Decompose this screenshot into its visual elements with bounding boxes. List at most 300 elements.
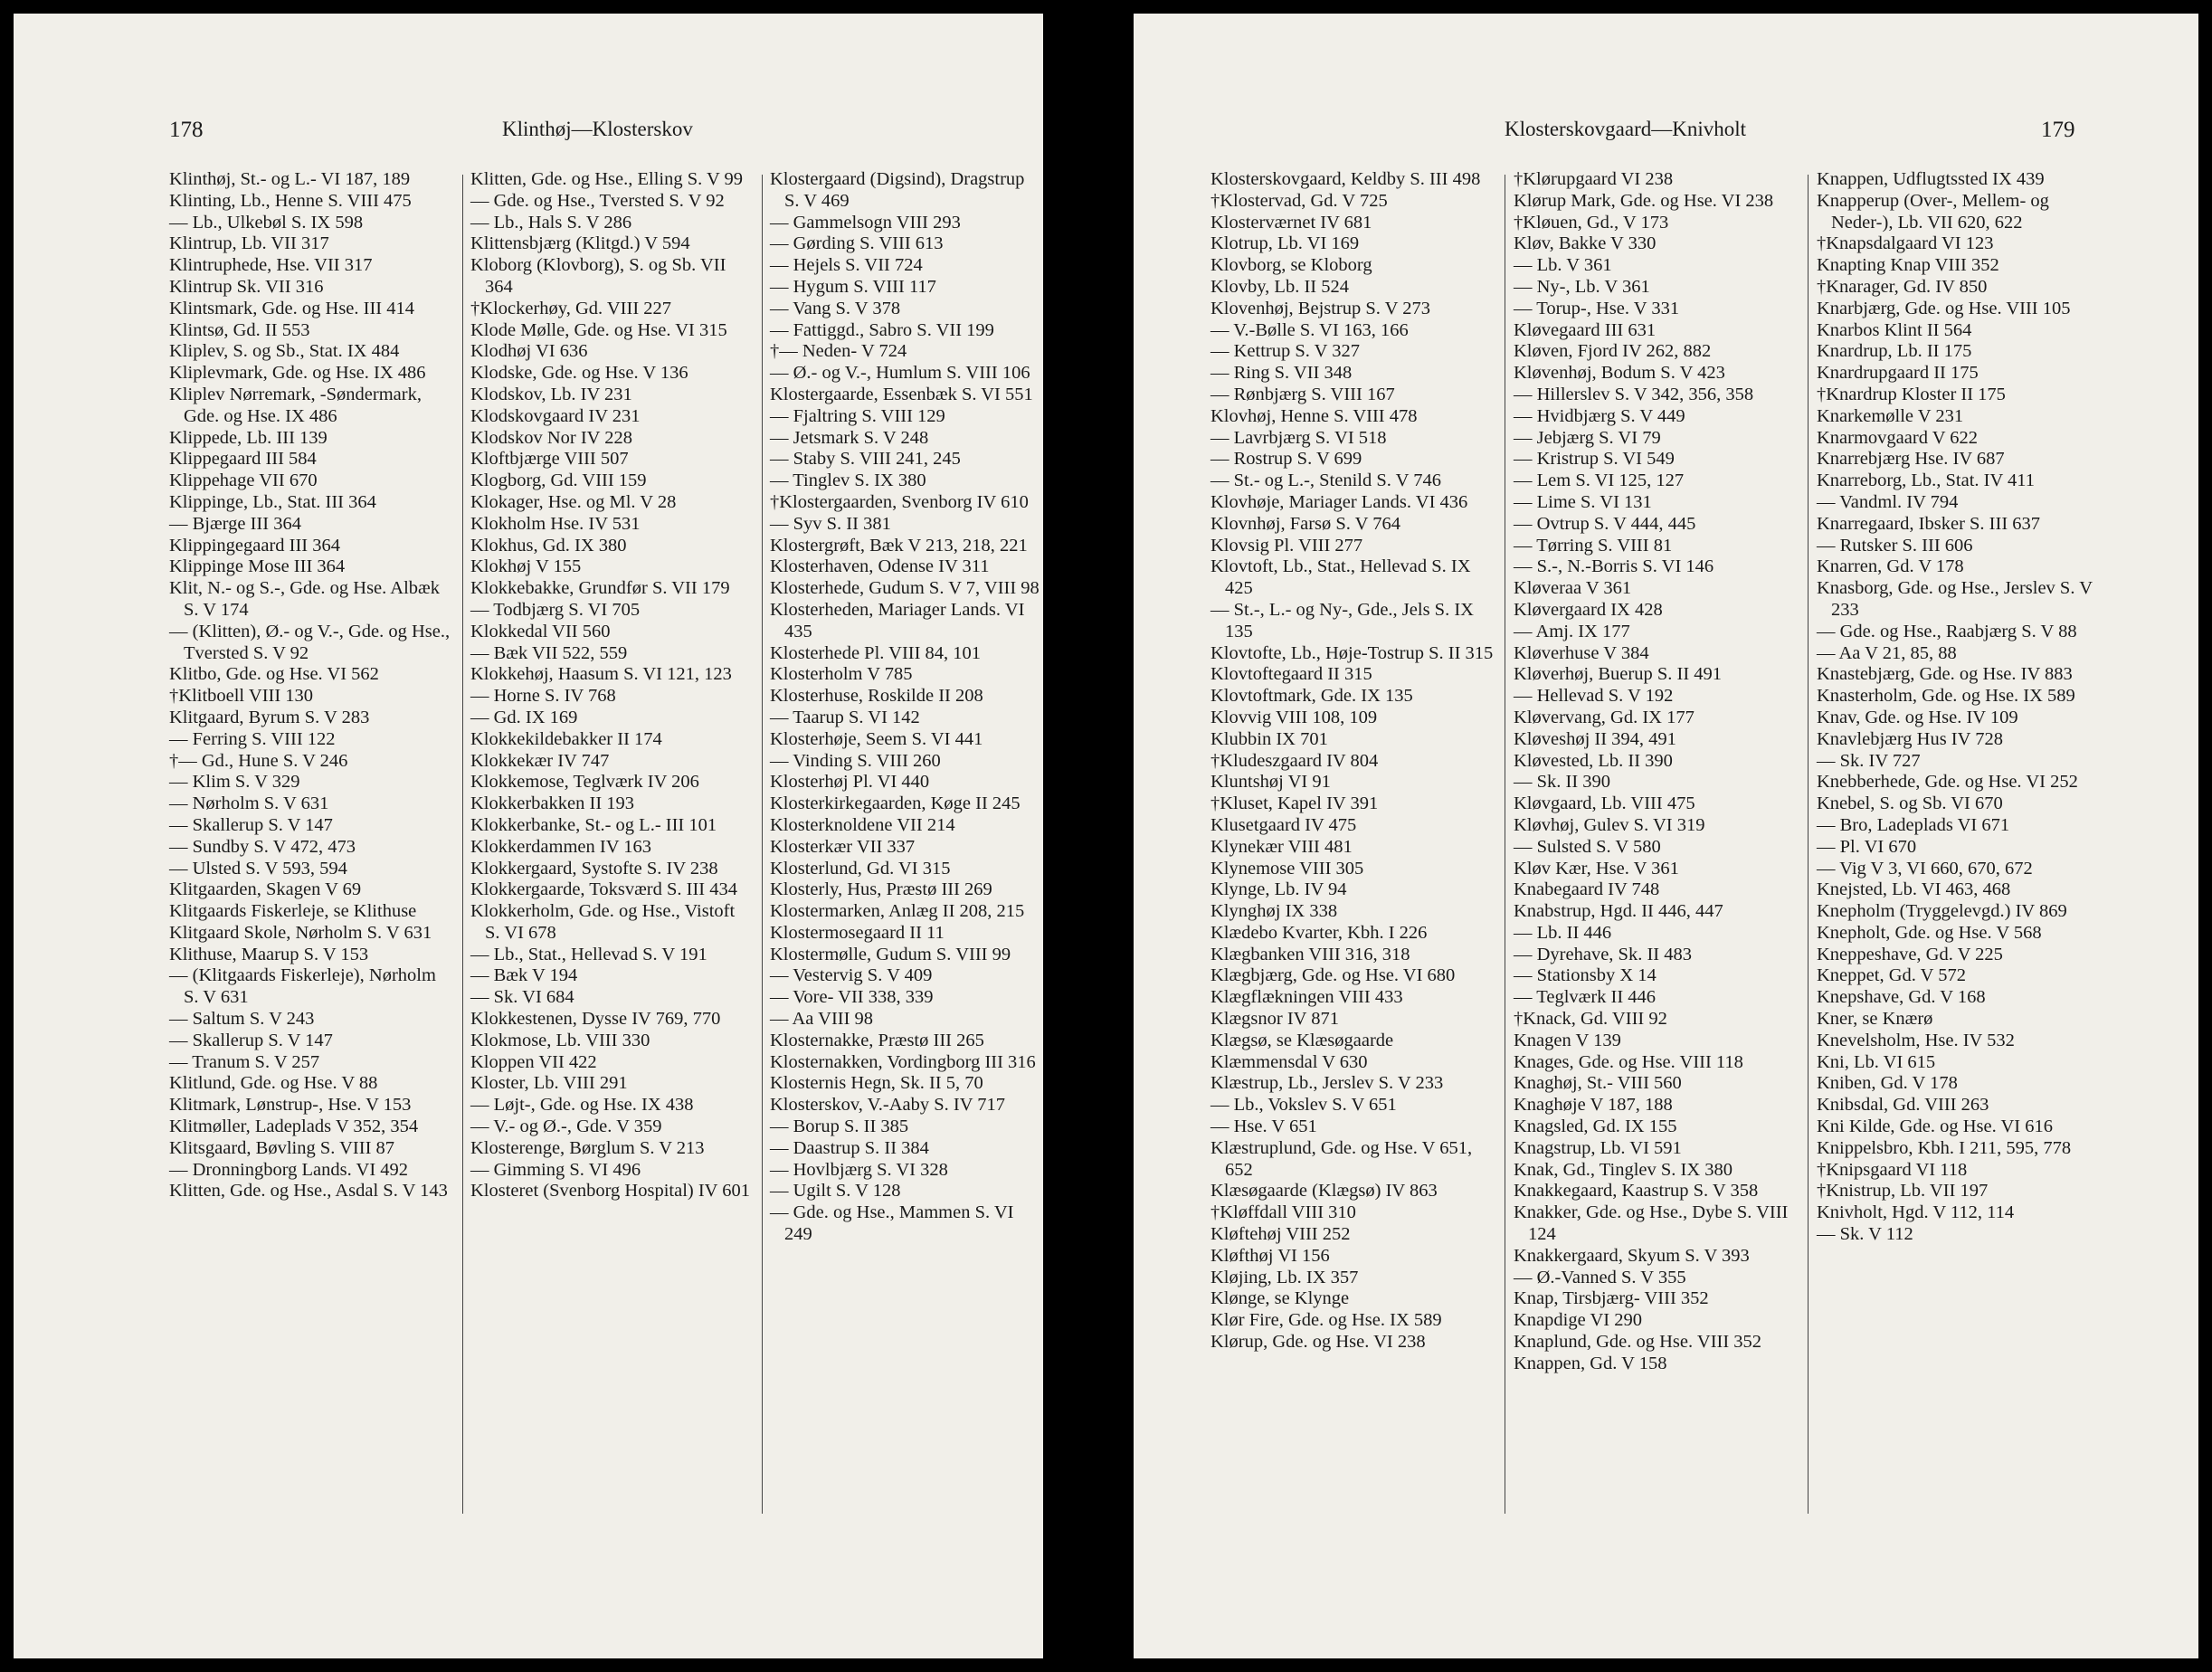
index-entry: Klitgaard, Byrum S. V 283 (169, 707, 370, 727)
index-entry: — Ugilt S. V 128 (770, 1181, 901, 1202)
index-entry: Klosterhede Pl. VIII 84, 101 (770, 642, 982, 663)
index-entry: — Sk. II 390 (1514, 772, 1611, 793)
index-entry: — Teglværk II 446 (1514, 987, 1657, 1008)
index-entry: Klokkergaard, Systofte S. IV 238 (470, 858, 718, 879)
index-entry: — Hovlbjærg S. VI 328 (770, 1159, 948, 1180)
index-entry: — Sk. IV 727 (1817, 750, 1921, 771)
page-number: 178 (169, 118, 204, 142)
index-entry: — Lb. V 361 (1514, 255, 1612, 276)
index-entry: Kløveraa V 361 (1514, 578, 1632, 599)
index-entry: Klostergrøft, Bæk V 213, 218, 221 (770, 535, 1028, 556)
index-entry: Knagsled, Gd. IX 155 (1514, 1116, 1677, 1137)
index-entry: — St.- og L.-, Stenild S. V 746 (1210, 470, 1441, 491)
index-entry: Klusetgaard IV 475 (1210, 814, 1357, 835)
index-entry: — St.-, L.- og Ny-, Gde., Jels S. IX 135 (1210, 599, 1474, 641)
index-entry: — Bæk VII 522, 559 (470, 642, 628, 663)
index-entry: — Syv S. II 381 (770, 513, 891, 534)
index-entry: Knepshave, Gd. V 168 (1817, 987, 1986, 1008)
index-entry: †Knistrup, Lb. VII 197 (1817, 1181, 1989, 1202)
index-entry: Klitlund, Gde. og Hse. V 88 (169, 1073, 378, 1094)
index-entry: Knarreborg, Lb., Stat. IV 411 (1817, 470, 2036, 491)
index-entry: Knaplund, Gde. og Hse. VIII 352 (1514, 1332, 1762, 1353)
index-entry: Klitten, Gde. og Hse., Elling S. V 99 (470, 169, 744, 189)
index-entry: Knasterholm, Gde. og Hse. IX 589 (1817, 686, 2075, 707)
index-entry: Klippingegaard III 364 (169, 535, 340, 556)
index-entry: Klosteret (Svenborg Hospital) IV 601 (470, 1181, 750, 1202)
index-entry: Klosterskov, V.-Aaby S. IV 717 (770, 1095, 1006, 1116)
index-entry: †Knapsdalgaard VI 123 (1817, 233, 1994, 254)
index-entry: Kniben, Gd. V 178 (1817, 1073, 1958, 1094)
index-entry: Klokkergaarde, Toksværd S. III 434 (470, 879, 738, 900)
index-entry: Klittensbjærg (Klitgd.) V 594 (470, 233, 690, 254)
index-column-3 (770, 169, 1041, 1246)
index-entry: †Klørupgaard VI 238 (1514, 169, 1674, 189)
index-entry: Klosterholm V 785 (770, 664, 913, 685)
index-entry: Knakker, Gde. og Hse., Dybe S. VIII 124 (1514, 1202, 1789, 1245)
index-entry: Klinthøj, St.- og L.- VI 187, 189 (169, 169, 411, 189)
index-entry: — Lb., Hals S. V 286 (470, 212, 632, 233)
index-entry: — Gde. og Hse., Raabjærg S. V 88 (1817, 621, 2077, 641)
index-entry: — Gammelsogn VIII 293 (770, 212, 961, 233)
index-entry: — Hvidbjærg S. V 449 (1514, 405, 1685, 426)
index-entry: Knepholt, Gde. og Hse. V 568 (1817, 922, 2042, 943)
index-entry: — Ø.-Vanned S. V 355 (1514, 1267, 1686, 1287)
index-entry: — Gd. IX 169 (470, 707, 578, 727)
index-entry: — Rutsker S. III 606 (1817, 535, 1973, 556)
index-entry: Klosterly, Hus, Præstø III 269 (770, 879, 992, 900)
index-entry: Kneppet, Gd. V 572 (1817, 965, 1966, 986)
index-entry: Klosternis Hegn, Sk. II 5, 70 (770, 1073, 983, 1094)
index-entry: Knarbjærg, Gde. og Hse. VIII 105 (1817, 298, 2071, 318)
index-entry: Klostergaarde, Essenbæk S. VI 551 (770, 384, 1033, 404)
index-entry: †Klostervad, Gd. V 725 (1210, 190, 1388, 211)
left-page (14, 14, 1043, 1658)
index-entry: Knebberhede, Gde. og Hse. VI 252 (1817, 772, 2078, 793)
index-entry: Klædebo Kvarter, Kbh. I 226 (1210, 922, 1428, 943)
index-entry: Klokmose, Lb. VIII 330 (470, 1030, 650, 1050)
right-page (1134, 14, 2198, 1658)
index-entry: Klode Mølle, Gde. og Hse. VI 315 (470, 319, 727, 340)
index-entry: Klokkekildebakker II 174 (470, 728, 662, 749)
index-entry: Klokager, Hse. og Ml. V 28 (470, 491, 677, 512)
index-entry: — Sundby S. V 472, 473 (169, 836, 356, 857)
index-entry: — Taarup S. VI 142 (770, 707, 920, 727)
index-entry: Klitgaard Skole, Nørholm S. V 631 (169, 922, 432, 943)
index-entry: Kløvegaard III 631 (1514, 319, 1657, 340)
index-entry: Kløverhøj, Buerup S. II 491 (1514, 664, 1723, 685)
index-entry: Klosterværnet IV 681 (1210, 212, 1372, 233)
index-entry: — Jebjærg S. VI 79 (1514, 427, 1661, 448)
index-entry: — (Klitgaards Fiskerleje), Nørholm S. V 631 (169, 965, 436, 1008)
index-entry: — Gørding S. VIII 613 (770, 233, 944, 254)
index-entry: Knardrupgaard II 175 (1817, 363, 1979, 384)
index-entry: Klosterhøj Pl. VI 440 (770, 772, 930, 793)
index-entry: — Hillerslev S. V 342, 356, 358 (1514, 384, 1754, 404)
index-entry: — Fattiggd., Sabro S. VII 199 (770, 319, 994, 340)
index-entry: Kluntshøj VI 91 (1210, 772, 1331, 793)
index-entry: Klynge, Lb. IV 94 (1210, 879, 1347, 900)
index-entry: Klosterenge, Børglum S. V 213 (470, 1137, 705, 1158)
page-number: 179 (2041, 118, 2075, 142)
index-entry: Klitmøller, Ladeplads V 352, 354 (169, 1116, 419, 1137)
index-entry: Kneppeshave, Gd. V 225 (1817, 944, 2003, 964)
index-entry: — V.-Bølle S. VI 163, 166 (1210, 319, 1409, 340)
index-entry: Knasborg, Gde. og Hse., Jerslev S. V 233 (1817, 578, 2093, 620)
index-entry: Klippehage VII 670 (169, 470, 318, 491)
index-entry: Klynemose VIII 305 (1210, 858, 1364, 879)
index-entry: — Vestervig S. V 409 (770, 965, 933, 986)
index-entry: Knakkergaard, Skyum S. V 393 (1514, 1245, 1750, 1266)
index-entry: Klokkemose, Teglværk IV 206 (470, 772, 699, 793)
index-entry: — Ø.- og V.-, Humlum S. VIII 106 (770, 363, 1030, 384)
index-entry: — Hygum S. VIII 117 (770, 276, 936, 297)
index-entry: — Lime S. VI 131 (1514, 491, 1652, 512)
index-entry: Kløvervang, Gd. IX 177 (1514, 707, 1695, 727)
index-entry: Klintrup, Lb. VII 317 (169, 233, 329, 254)
index-entry: Klæsøgaarde (Klægsø) IV 863 (1210, 1181, 1438, 1202)
index-entry: — Tinglev S. IX 380 (770, 470, 926, 491)
index-entry: Klitmark, Lønstrup-, Hse. V 153 (169, 1095, 412, 1116)
index-entry: Klitten, Gde. og Hse., Asdal S. V 143 (169, 1181, 448, 1202)
index-entry: Klodskov, Lb. IV 231 (470, 384, 632, 404)
index-entry: — Bæk V 194 (470, 965, 578, 986)
index-entry: Klokkerdammen IV 163 (470, 836, 652, 857)
index-entry: Knaghøj, St.- VIII 560 (1514, 1073, 1682, 1094)
index-entry: — Borup S. II 385 (770, 1116, 909, 1137)
index-entry: — Dyrehave, Sk. II 483 (1514, 944, 1692, 964)
index-entry: Kner, se Knærø (1817, 1009, 1933, 1030)
index-entry: †Klostergaarden, Svenborg IV 610 (770, 491, 1029, 512)
index-entry: Klintsø, Gd. II 553 (169, 319, 310, 340)
index-entry: Klynekær VIII 481 (1210, 836, 1353, 857)
index-entry: — Bro, Ladeplads VI 671 (1817, 814, 2010, 835)
index-entry: Kni Kilde, Gde. og Hse. VI 616 (1817, 1116, 2053, 1137)
index-entry: — Dronningborg Lands. VI 492 (169, 1159, 409, 1180)
index-entry: Knav, Gde. og Hse. IV 109 (1817, 707, 2018, 727)
index-entry: †Knardrup Kloster II 175 (1817, 384, 2006, 404)
index-entry: — Ulsted S. V 593, 594 (169, 858, 347, 879)
index-entry: †Klitboell VIII 130 (169, 686, 314, 707)
index-entry: — Ferring S. VIII 122 (169, 728, 336, 749)
index-entry: Kløvested, Lb. II 390 (1514, 750, 1673, 771)
index-entry: Kliplevmark, Gde. og Hse. IX 486 (169, 363, 426, 384)
index-entry: — Nørholm S. V 631 (169, 793, 329, 814)
index-entry: Klokkerholm, Gde. og Hse., Vistoft S. VI 678 (470, 901, 736, 943)
index-entry: Klovtofte, Lb., Høje-Tostrup S. II 315 (1210, 642, 1494, 663)
index-entry: Klostermølle, Gudum S. VIII 99 (770, 944, 1011, 964)
index-entry: Klørup Mark, Gde. og Hse. VI 238 (1514, 190, 1774, 211)
index-entry: Klæstruplund, Gde. og Hse. V 651, 652 (1210, 1137, 1473, 1180)
index-entry: Klosterhuse, Roskilde II 208 (770, 686, 983, 707)
index-entry: — Stationsby X 14 (1514, 965, 1657, 986)
index-entry: Klosterskovgaard, Keldby S. III 498 (1210, 169, 1481, 189)
index-entry: Klitsgaard, Bøvling S. VIII 87 (169, 1137, 395, 1158)
index-entry: — Todbjærg S. VI 705 (470, 599, 641, 620)
index-entry: Knarbos Klint II 564 (1817, 319, 1972, 340)
index-entry: Klippegaard III 584 (169, 449, 317, 470)
index-entry: †Knarager, Gd. IV 850 (1817, 276, 1988, 297)
index-entry: — Vore- VII 338, 339 (770, 987, 934, 1008)
running-head: Klosterskovgaard—Knivholt (1505, 118, 1747, 140)
index-entry: Klokholm Hse. IV 531 (470, 513, 641, 534)
index-entry: — Kettrup S. V 327 (1210, 341, 1360, 362)
index-entry: Knepholm (Tryggelevgd.) IV 869 (1817, 901, 2067, 922)
index-entry: — Lb., Vokslev S. V 651 (1210, 1095, 1397, 1116)
index-entry: Knagstrup, Lb. VI 591 (1514, 1137, 1682, 1158)
index-entry: Klægbanken VIII 316, 318 (1210, 944, 1410, 964)
index-entry: Klippinge, Lb., Stat. III 364 (169, 491, 376, 512)
index-entry: Kløvenhøj, Bodum S. V 423 (1514, 363, 1725, 384)
index-entry: Knapdige VI 290 (1514, 1310, 1642, 1331)
index-entry: Knarren, Gd. V 178 (1817, 556, 1964, 577)
index-entry: — V.- og Ø.-, Gde. V 359 (470, 1116, 662, 1137)
index-entry: — Fjaltring S. VIII 129 (770, 405, 945, 426)
index-entry: Klosternakken, Vordingborg III 316 (770, 1051, 1036, 1072)
index-entry: Knapperup (Over-, Mellem- og Neder-), Lb. VII 620, 622 (1817, 190, 2049, 233)
index-entry: — Gde. og Hse., Tversted S. V 92 (470, 190, 725, 211)
index-entry: Klokkehøj, Haasum S. VI 121, 123 (470, 664, 732, 685)
index-entry: Knaghøje V 187, 188 (1514, 1095, 1673, 1116)
index-entry: Knages, Gde. og Hse. VIII 118 (1514, 1051, 1743, 1072)
index-entry: — Vandml. IV 794 (1817, 491, 1959, 512)
index-entry: — Vang S. V 378 (770, 298, 901, 318)
index-entry: Klosterhøje, Seem S. VI 441 (770, 728, 983, 749)
index-entry: Kløfthøj VI 156 (1210, 1245, 1330, 1266)
index-entry: Klokkerbanke, St.- og L.- III 101 (470, 814, 717, 835)
index-entry: Klovtoftmark, Gde. IX 135 (1210, 686, 1413, 707)
index-entry: Knastebjærg, Gde. og Hse. IV 883 (1817, 664, 2073, 685)
index-entry: — Saltum S. V 243 (169, 1009, 315, 1030)
index-entry: — Vig V 3, VI 660, 670, 672 (1817, 858, 2033, 879)
index-entry: Klæmmensdal V 630 (1210, 1051, 1368, 1072)
index-entry: Kløveshøj II 394, 491 (1514, 728, 1676, 749)
index-entry: Klokkestenen, Dysse IV 769, 770 (470, 1009, 721, 1030)
index-entry: — Løjt-, Gde. og Hse. IX 438 (470, 1095, 694, 1116)
index-entry: Klynghøj IX 338 (1210, 901, 1338, 922)
index-entry: Klosterhede, Gudum S. V 7, VIII 98 (770, 578, 1040, 599)
index-entry: Klægsø, se Klæsøgaarde (1210, 1030, 1394, 1050)
index-entry: — Vinding S. VIII 260 (770, 750, 941, 771)
index-entry: Knarkemølle V 231 (1817, 405, 1964, 426)
index-entry: — Horne S. IV 768 (470, 686, 616, 707)
index-column-3 (1817, 169, 2097, 1246)
index-entry: Klubbin IX 701 (1210, 728, 1328, 749)
index-entry: Klovenhøj, Bejstrup S. V 273 (1210, 298, 1430, 318)
index-entry: Knarrebjærg Hse. IV 687 (1817, 449, 2005, 470)
index-entry: — Hellevad S. V 192 (1514, 686, 1674, 707)
index-entry: Klit, N.- og S.-, Gde. og Hse. Albæk S. V 174 (169, 578, 440, 620)
index-entry: Klønge, se Klynge (1210, 1288, 1350, 1309)
index-entry: — Ovtrup S. V 444, 445 (1514, 513, 1696, 534)
column-rule (1808, 175, 1809, 1514)
index-entry: †Kludeszgaard IV 804 (1210, 750, 1379, 771)
index-entry: — Sulsted S. V 580 (1514, 836, 1661, 857)
index-entry: — Staby S. VIII 241, 245 (770, 449, 961, 470)
index-entry: Klitgaarden, Skagen V 69 (169, 879, 362, 900)
index-entry: Kløv Kær, Hse. V 361 (1514, 858, 1679, 879)
index-entry: Klovby, Lb. II 524 (1210, 276, 1349, 297)
index-entry: — (Klitten), Ø.- og V.-, Gde. og Hse., Tversted S. V 92 (169, 621, 451, 663)
index-entry: Klovvig VIII 108, 109 (1210, 707, 1378, 727)
index-entry: Knardrup, Lb. II 175 (1817, 341, 1972, 362)
index-entry: Klintruphede, Hse. VII 317 (169, 255, 373, 276)
index-entry: Knappen, Gd. V 158 (1514, 1353, 1667, 1373)
index-entry: Kloppen VII 422 (470, 1051, 597, 1072)
index-entry: Klovnhøj, Farsø S. V 764 (1210, 513, 1400, 534)
index-entry: Kloborg (Klovborg), S. og Sb. VII 364 (470, 255, 726, 297)
index-entry: Kløverhuse V 384 (1514, 642, 1649, 663)
index-entry: — Sk. VI 684 (470, 987, 574, 1008)
index-entry: — Ny-, Lb. V 361 (1514, 276, 1650, 297)
index-entry: — Ring S. VII 348 (1210, 363, 1353, 384)
index-entry: Klokhus, Gd. IX 380 (470, 535, 627, 556)
index-entry: †Klockerhøy, Gd. VIII 227 (470, 298, 672, 318)
index-entry: †Knipsgaard VI 118 (1817, 1159, 1968, 1180)
index-entry: Klippinge Mose III 364 (169, 556, 346, 577)
index-entry: Klippede, Lb. III 139 (169, 427, 328, 448)
index-entry: Knapting Knap VIII 352 (1817, 255, 1999, 276)
index-entry: Knarmovgaard V 622 (1817, 427, 1979, 448)
index-entry: Kni, Lb. VI 615 (1817, 1051, 1936, 1072)
index-entry: Kløvgaard, Lb. VIII 475 (1514, 793, 1695, 814)
index-entry: — Bjærge III 364 (169, 513, 301, 534)
index-entry: Klovhøj, Henne S. VIII 478 (1210, 405, 1418, 426)
index-entry: Klosternakke, Præstø III 265 (770, 1030, 984, 1050)
index-entry: Klosterheden, Mariager Lands. VI 435 (770, 599, 1025, 641)
index-entry: Klinting, Lb., Henne S. VIII 475 (169, 190, 412, 211)
index-entry: †Kløuen, Gd., V 173 (1514, 212, 1669, 233)
index-column-2 (1514, 169, 1799, 1375)
index-entry: Klosterlund, Gd. VI 315 (770, 858, 951, 879)
index-entry: Klægsnor IV 871 (1210, 1009, 1339, 1030)
index-entry: — Lb. II 446 (1514, 922, 1612, 943)
index-entry: — Klim S. V 329 (169, 772, 300, 793)
index-entry: — Gde. og Hse., Mammen S. VI 249 (770, 1202, 1014, 1245)
index-entry: — Aa VIII 98 (770, 1009, 874, 1030)
index-entry: — Amj. IX 177 (1514, 621, 1630, 641)
index-entry: Kløven, Fjord IV 262, 882 (1514, 341, 1712, 362)
index-entry: Klostermarken, Anlæg II 208, 215 (770, 901, 1025, 922)
index-entry: Klostermosegaard II 11 (770, 922, 945, 943)
index-entry: — Skallerup S. V 147 (169, 1030, 333, 1050)
index-entry: Klotrup, Lb. VI 169 (1210, 233, 1360, 254)
index-entry: Knakkegaard, Kaastrup S. V 358 (1514, 1181, 1759, 1202)
index-entry: — Daastrup S. II 384 (770, 1137, 929, 1158)
index-entry: — Rostrup S. V 699 (1210, 449, 1362, 470)
index-entry: Knibsdal, Gd. VIII 263 (1817, 1095, 1989, 1116)
index-entry: Klovborg, se Kloborg (1210, 255, 1372, 276)
index-entry: Knejsted, Lb. VI 463, 468 (1817, 879, 2011, 900)
index-entry: Knak, Gd., Tinglev S. IX 380 (1514, 1159, 1733, 1180)
index-entry: Klovhøje, Mariager Lands. VI 436 (1210, 491, 1468, 512)
index-entry: Klokkebakke, Grundfør S. VII 179 (470, 578, 730, 599)
index-entry: Klintsmark, Gde. og Hse. III 414 (169, 298, 415, 318)
index-entry: — Tranum S. V 257 (169, 1051, 320, 1072)
column-rule (462, 175, 463, 1514)
index-entry: Kløvergaard IX 428 (1514, 599, 1663, 620)
index-entry: Knagen V 139 (1514, 1030, 1621, 1050)
index-entry: — Hse. V 651 (1210, 1116, 1317, 1137)
index-entry: Klokkedal VII 560 (470, 621, 611, 641)
index-entry: Knarregaard, Ibsker S. III 637 (1817, 513, 2041, 534)
index-entry: Klogborg, Gd. VIII 159 (470, 470, 647, 491)
index-entry: Klostergaard (Digsind), Dragstrup S. V 469 (770, 169, 1025, 211)
index-entry: — Hejels S. VII 724 (770, 255, 923, 276)
index-entry: Knebel, S. og Sb. VI 670 (1817, 793, 2003, 814)
index-entry: — Jetsmark S. V 248 (770, 427, 929, 448)
index-entry: Kløv, Bakke V 330 (1514, 233, 1657, 254)
index-entry: †— Gd., Hune S. V 246 (169, 750, 348, 771)
index-entry: †— Neden- V 724 (770, 341, 907, 362)
index-entry: — S.-, N.-Borris S. VI 146 (1514, 556, 1714, 577)
index-entry: Knap, Tirsbjærg- VIII 352 (1514, 1288, 1709, 1309)
index-entry: — Kristrup S. VI 549 (1514, 449, 1675, 470)
index-entry: Kloftbjærge VIII 507 (470, 449, 629, 470)
index-entry: Klørup, Gde. og Hse. VI 238 (1210, 1332, 1426, 1353)
index-entry: — Skallerup S. V 147 (169, 814, 333, 835)
index-entry: Kløftehøj VIII 252 (1210, 1224, 1351, 1245)
index-entry: Knavlebjærg Hus IV 728 (1817, 728, 2003, 749)
index-entry: — Pl. VI 670 (1817, 836, 1917, 857)
index-entry: †Kluset, Kapel IV 391 (1210, 793, 1379, 814)
index-entry: Knappen, Udflugtssted IX 439 (1817, 169, 2045, 189)
index-entry: Klæstrup, Lb., Jerslev S. V 233 (1210, 1073, 1444, 1094)
index-entry: — Tørring S. VIII 81 (1514, 535, 1673, 556)
index-entry: Klægflækningen VIII 433 (1210, 987, 1403, 1008)
index-entry: Knevelsholm, Hse. IV 532 (1817, 1030, 2015, 1050)
index-entry: Klodskovgaard IV 231 (470, 405, 641, 426)
index-entry: — Sk. V 112 (1817, 1224, 1913, 1245)
index-entry: — Torup-, Hse. V 331 (1514, 298, 1680, 318)
index-entry: Klosterkær VII 337 (770, 836, 916, 857)
index-entry: Klør Fire, Gde. og Hse. IX 589 (1210, 1310, 1442, 1331)
index-entry: — Rønbjærg S. VIII 167 (1210, 384, 1395, 404)
index-entry: Klægbjærg, Gde. og Hse. VI 680 (1210, 965, 1456, 986)
index-entry: Kloster, Lb. VIII 291 (470, 1073, 628, 1094)
index-entry: — Aa V 21, 85, 88 (1817, 642, 1957, 663)
index-entry: Klosterknoldene VII 214 (770, 814, 955, 835)
index-entry: — Lb., Ulkebøl S. IX 598 (169, 212, 364, 233)
index-entry: — Lavrbjærg S. VI 518 (1210, 427, 1387, 448)
index-entry: Knabstrup, Hgd. II 446, 447 (1514, 901, 1723, 922)
index-column-2 (470, 169, 753, 1202)
index-entry: Knippelsbro, Kbh. I 211, 595, 778 (1817, 1137, 2072, 1158)
index-entry: †Knack, Gd. VIII 92 (1514, 1009, 1667, 1030)
index-entry: Kliplev, S. og Sb., Stat. IX 484 (169, 341, 400, 362)
index-entry: Klosterhaven, Odense IV 311 (770, 556, 990, 577)
index-entry: Klodske, Gde. og Hse. V 136 (470, 363, 688, 384)
index-entry: Klosterkirkegaarden, Køge II 245 (770, 793, 1021, 814)
index-entry: Kløjing, Lb. IX 357 (1210, 1267, 1359, 1287)
index-entry: Klitgaards Fiskerleje, se Klithuse (169, 901, 417, 922)
index-entry: Klintrup Sk. VII 316 (169, 276, 324, 297)
index-entry: Klodskov Nor IV 228 (470, 427, 632, 448)
index-entry: Klithuse, Maarup S. V 153 (169, 944, 369, 964)
index-entry: Knivholt, Hgd. V 112, 114 (1817, 1202, 2015, 1223)
index-entry: †Kløffdall VIII 310 (1210, 1202, 1356, 1223)
index-entry: Klovtoft, Lb., Stat., Hellevad S. IX 425 (1210, 556, 1471, 599)
index-entry: Kliplev Nørremark, -Søndermark, Gde. og Hse. IX 486 (169, 384, 422, 426)
index-entry: — Gimming S. VI 496 (470, 1159, 641, 1180)
column-rule (762, 175, 763, 1514)
index-column-1 (1210, 169, 1495, 1354)
index-entry: Klokkekær IV 747 (470, 750, 610, 771)
index-entry: Klokkerbakken II 193 (470, 793, 635, 814)
index-entry: Kløvhøj, Gulev S. VI 319 (1514, 814, 1705, 835)
index-entry: Knabegaard IV 748 (1514, 879, 1660, 900)
index-entry: Klodhøj VI 636 (470, 341, 588, 362)
index-column-1 (169, 169, 451, 1202)
